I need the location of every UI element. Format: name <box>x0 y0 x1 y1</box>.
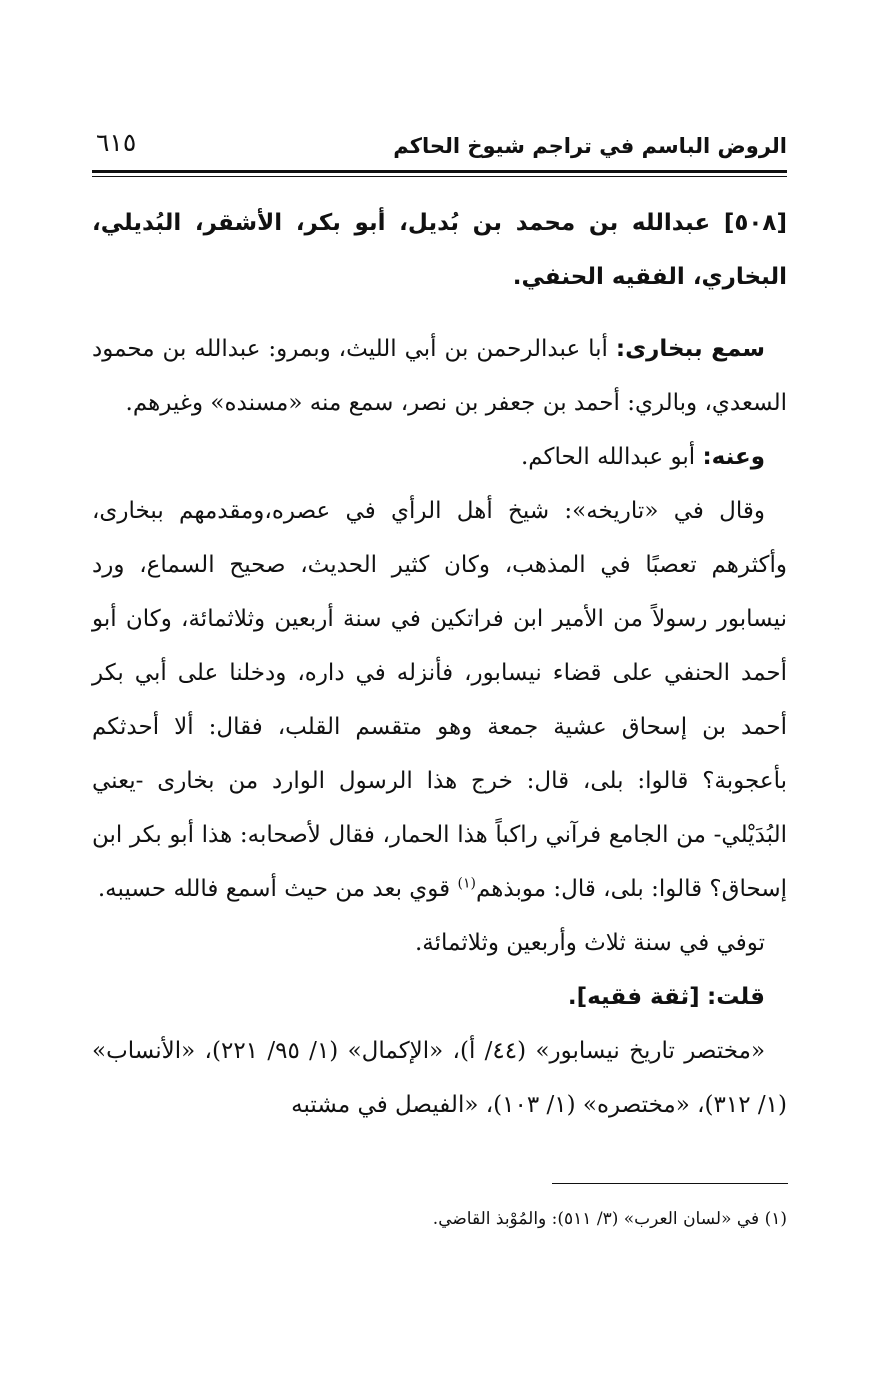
page-header <box>92 118 787 168</box>
heard-paragraph <box>92 322 787 430</box>
verdict-paragraph <box>92 970 787 1024</box>
death-text: توفي في سنة ثلاث وأربعين وثلاثمائة. <box>414 930 765 956</box>
footnote-marker: (١) <box>457 875 476 892</box>
entry-body <box>92 196 787 1132</box>
from-label: وعنه: <box>702 444 765 470</box>
verdict-text: [ثقة فقيه]. <box>567 984 700 1010</box>
heard-text: أبا عبدالرحمن بن أبي الليث، وبمرو: عبدالله بن محمود السعدي، وبالري: أحمد بن جعفر بن نصر، سمع منه «مسنده» وغيرهم. <box>92 336 787 416</box>
from-text: أبو عبدالله الحاكم. <box>520 444 696 470</box>
header-rule-thin <box>92 176 787 177</box>
page-number: ٦١٥ <box>96 128 137 157</box>
running-title: الروض الباسم في تراجم شيوخ الحاكم <box>393 134 787 158</box>
footnote: (١) في «لسان العرب» (٣/ ٥١١): والمُوْبذ القاضي. <box>432 1209 787 1229</box>
verdict-label: قلت: <box>707 984 765 1010</box>
history-paragraph <box>92 484 787 916</box>
sources-paragraph <box>92 1024 787 1132</box>
header-rule-thick <box>92 170 787 173</box>
from-paragraph <box>92 430 787 484</box>
heard-label: سمع ببخارى: <box>615 336 766 362</box>
history-text-1: وقال في «تاريخه»: شيخ أهل الرأي في عصره،ومقدمهم ببخارى، وأكثرهم تعصبًا في المذهب، وكان كثير الحديث، صحيح السماع، ورد نيسابور رسولاً من الأمير ابن فراتكين في سنة أربعين وثلاثمائة، وكان أبو أحمد الحنفي على قضاء نيسابور، فأنزله في داره، ودخلنا على أبي بكر أحمد بن إسحاق عشية جمعة وهو متقسم القلب، فقال: ألا أحدثكم بأعجوبة؟ قالوا: بلى، قال: خرج هذا الرسول الوارد من بخارى -يعني البُدَيْلي- من الجامع فرآني راكباً هذا الحمار، فقال لأصحابه: هذا أبو بكر ابن إسحاق؟ قالوا: بلى، قال: موبذهم <box>92 498 787 902</box>
entry-heading: [٥٠٨] عبدالله بن محمد بن بُديل، أبو بكر، الأشقر، البُديلي، البخاري، الفقيه الحنفي. <box>92 210 787 290</box>
footnote-rule <box>552 1183 788 1184</box>
sources-text: «مختصر تاريخ نيسابور» (٤٤/ أ)، «الإكمال» (١/ ٩٥/ ٢٢١)، «الأنساب» (١/ ٣١٢)، «مختصره» (١/ ١٠٣)، «الفيصل في مشتبه <box>92 1038 787 1118</box>
history-text-2: قوي بعد من حيث أسمع فالله حسيبه. <box>97 876 451 902</box>
death-paragraph <box>92 916 787 970</box>
